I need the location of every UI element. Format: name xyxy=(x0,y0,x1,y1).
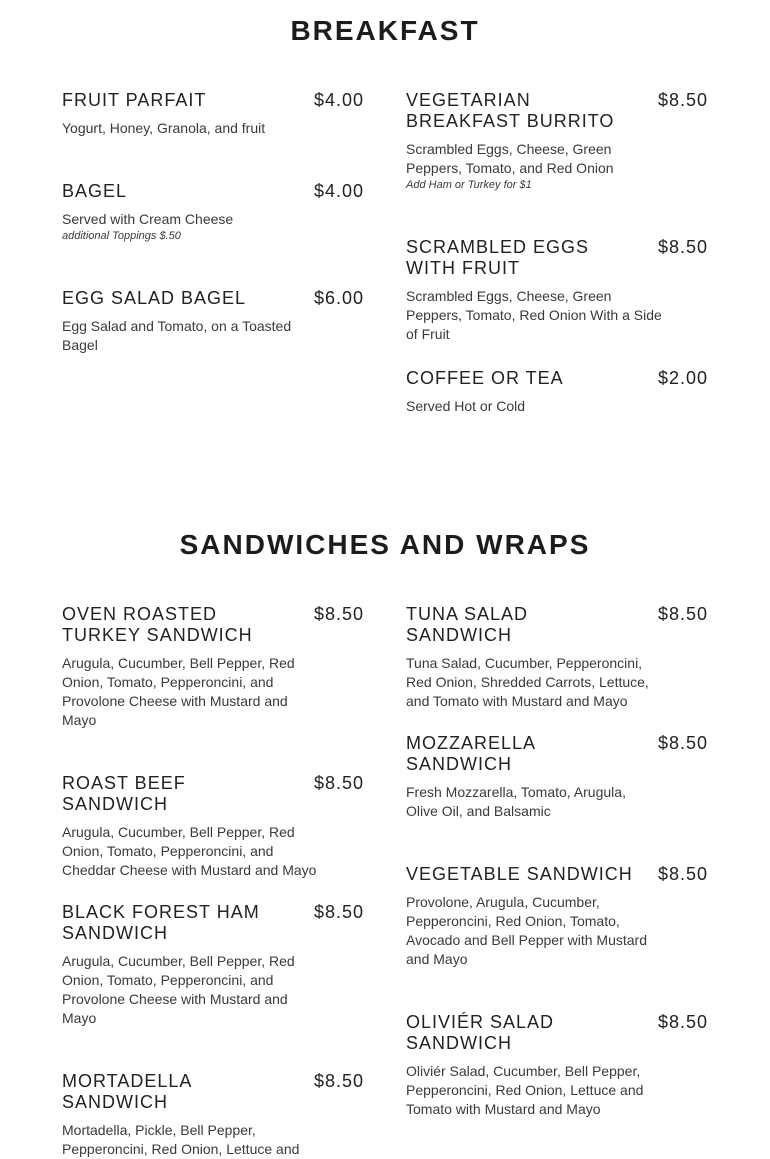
item-price: $8.50 xyxy=(657,864,708,884)
item-description: Served with Cream Cheese xyxy=(62,211,234,227)
item-name: OLIVIÉR SALAD SANDWICH xyxy=(406,1012,555,1053)
menu-item-oven-roasted-turkey-sandwich xyxy=(62,604,364,730)
item-description: Egg Salad and Tomato, on a Toasted Bagel xyxy=(62,318,292,353)
item-price: $2.00 xyxy=(657,368,708,388)
item-name: BLACK FOREST HAM SANDWICH xyxy=(62,902,260,943)
item-name: TUNA SALAD SANDWICH xyxy=(406,604,529,645)
item-description: Oliviér Salad, Cucumber, Bell Pepper, Pepperoncini, Red Onion, Lettuce and Tomato with Mustard and Mayo xyxy=(406,1063,644,1117)
item-price: $8.50 xyxy=(657,1012,708,1032)
item-note: Add Ham or Turkey for $1 xyxy=(406,179,532,191)
menu-item-mortadella-sandwich xyxy=(62,1071,364,1159)
item-description: Arugula, Cucumber, Bell Pepper, Red Onion, Tomato, Pepperoncini, and Cheddar Cheese with Mustard and Mayo xyxy=(62,824,317,878)
item-name: EGG SALAD BAGEL xyxy=(62,288,247,308)
menu-item-roast-beef-sandwich xyxy=(62,773,364,880)
item-price: $8.50 xyxy=(657,733,708,753)
item-price: $4.00 xyxy=(313,181,364,201)
item-description: Arugula, Cucumber, Bell Pepper, Red Onion, Tomato, Pepperoncini, and Provolone Cheese with Mustard and Mayo xyxy=(62,953,295,1026)
menu-item-bagel xyxy=(62,181,364,243)
item-name: MORTADELLA SANDWICH xyxy=(62,1071,192,1112)
item-description: Served Hot or Cold xyxy=(406,398,526,414)
item-name: VEGETARIAN BREAKFAST BURRITO xyxy=(406,90,615,131)
item-description: Fresh Mozzarella, Tomato, Arugula, Olive Oil, and Balsamic xyxy=(406,784,626,819)
sandwiches-section-title: SANDWICHES AND WRAPS xyxy=(179,529,591,560)
menu-item-olivier-salad-sandwich xyxy=(406,1012,708,1119)
item-name: COFFEE OR TEA xyxy=(406,368,564,388)
breakfast-section-title: BREAKFAST xyxy=(290,15,480,46)
item-name: MOZZARELLA SANDWICH xyxy=(406,733,536,774)
item-description: Scrambled Eggs, Cheese, Green Peppers, Tomato, Red Onion With a Side of Fruit xyxy=(406,288,662,342)
item-price: $8.50 xyxy=(313,773,364,793)
item-price: $8.50 xyxy=(313,1071,364,1091)
menu-item-vegetarian-breakfast-burrito xyxy=(406,90,708,192)
item-description: Scrambled Eggs, Cheese, Green Peppers, Tomato, and Red Onion xyxy=(406,141,614,176)
item-price: $8.50 xyxy=(313,604,364,624)
item-note: additional Toppings $.50 xyxy=(62,230,181,242)
item-price: $8.50 xyxy=(313,902,364,922)
item-price: $8.50 xyxy=(657,604,708,624)
item-name: VEGETABLE SANDWICH xyxy=(406,864,633,884)
item-name: BAGEL xyxy=(62,181,128,201)
menu-item-black-forest-ham-sandwich xyxy=(62,902,364,1028)
item-description: Arugula, Cucumber, Bell Pepper, Red Onion, Tomato, Pepperoncini, and Provolone Cheese with Mustard and Mayo xyxy=(62,655,295,728)
menu-item-tuna-salad-sandwich xyxy=(406,604,708,711)
menu-item-scrambled-eggs-with-fruit xyxy=(406,237,708,344)
menu-item-mozzarella-sandwich xyxy=(406,733,708,821)
item-name: OVEN ROASTED TURKEY SANDWICH xyxy=(62,604,253,645)
item-description: Provolone, Arugula, Cucumber, Pepperoncini, Red Onion, Tomato, Avocado and Bell Pepper with Mustard and Mayo xyxy=(406,894,647,967)
menu-item-fruit-parfait xyxy=(62,90,364,138)
item-description: Mortadella, Pickle, Bell Pepper, Pepperoncini, Red Onion, Lettuce and xyxy=(62,1122,300,1157)
item-price: $8.50 xyxy=(657,237,708,257)
item-name: FRUIT PARFAIT xyxy=(62,90,207,110)
item-description: Tuna Salad, Cucumber, Pepperoncini, Red Onion, Shredded Carrots, Lettuce, and Tomato with Mustard and Mayo xyxy=(406,655,649,709)
item-price: $6.00 xyxy=(313,288,364,308)
item-name: ROAST BEEF SANDWICH xyxy=(62,773,186,814)
menu-item-vegetable-sandwich xyxy=(406,864,708,969)
item-name: SCRAMBLED EGGS WITH FRUIT xyxy=(406,237,590,278)
item-price: $4.00 xyxy=(313,90,364,110)
item-price: $8.50 xyxy=(657,90,708,110)
menu-item-coffee-or-tea xyxy=(406,368,708,416)
menu-item-egg-salad-bagel xyxy=(62,288,364,355)
item-description: Yogurt, Honey, Granola, and fruit xyxy=(62,120,266,136)
